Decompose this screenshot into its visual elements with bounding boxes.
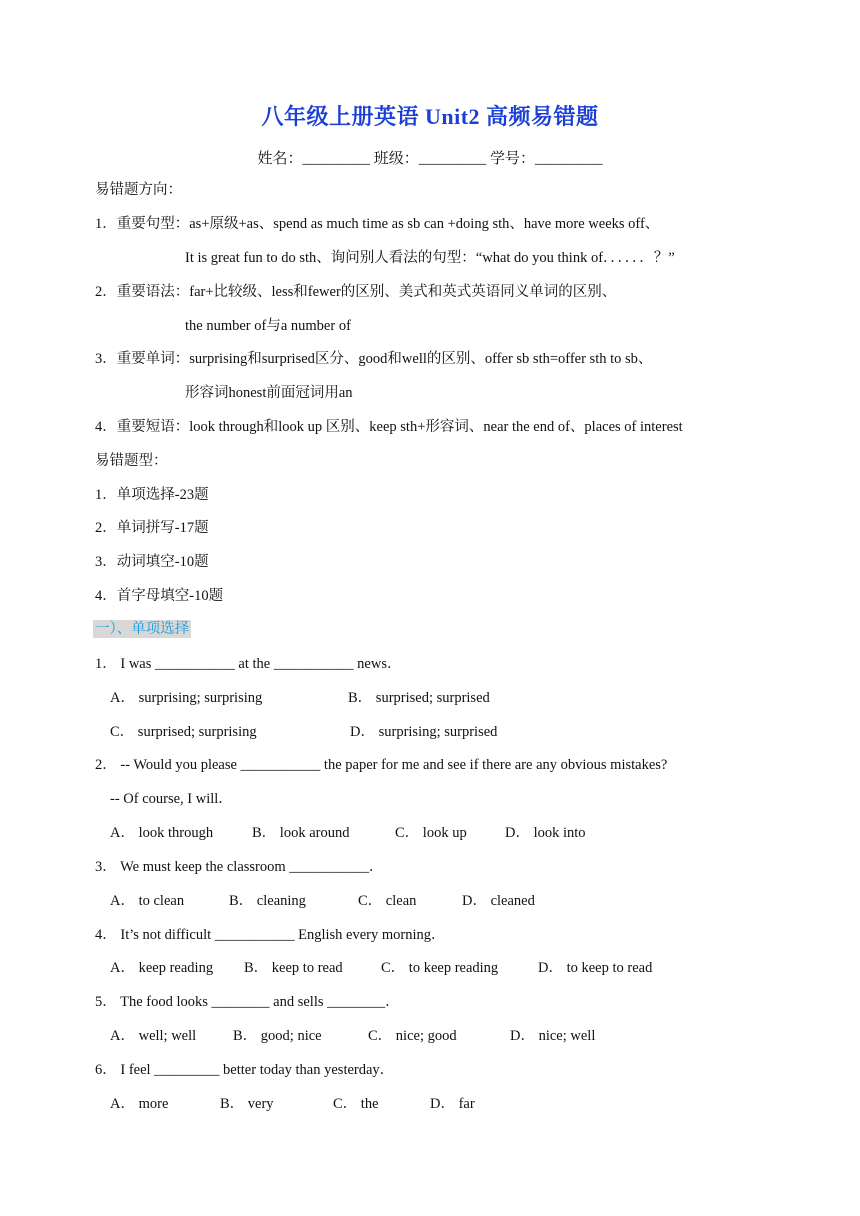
question-5-option-c: C． nice; good [368, 1028, 457, 1044]
question-3-option-b: B． cleaning [229, 893, 306, 909]
type-item-4: 4．首字母填空-10题 [95, 588, 224, 604]
question-1-option-a: A． surprising; surprising [110, 690, 263, 706]
question-5-stem: 5． The food looks ________ and sells ________． [95, 994, 400, 1010]
direction-item-2-cont: the number of与a number of [185, 318, 351, 334]
section-title-label: 一）、单项选择 [95, 621, 190, 637]
question-3-option-a: A． to clean [110, 893, 185, 909]
question-5-option-b: B． good; nice [233, 1028, 322, 1044]
question-1-option-c: C． surprised; surprising [110, 724, 257, 740]
question-1-option-b: B． surprised; surprised [348, 690, 490, 706]
question-4-option-b: B． keep to read [244, 960, 343, 976]
question-2-option-b: B． look around [252, 825, 350, 841]
type-item-3: 3．动词填空-10题 [95, 554, 209, 570]
question-4-option-d: D． to keep to read [538, 960, 653, 976]
question-3-option-c: C． clean [358, 893, 417, 909]
direction-item-2: 2．重要语法：far+比较级、less和fewer的区别、美式和英式英语同义单词的区别、 [95, 284, 617, 300]
type-item-1: 1．单项选择-23题 [95, 487, 209, 503]
question-5-option-a: A． well; well [110, 1028, 197, 1044]
question-2-extra: -- Of course, I will． [110, 791, 233, 807]
question-2-option-d: D． look into [505, 825, 586, 841]
question-3-stem: 3． We must keep the classroom ___________． [95, 859, 384, 875]
direction-item-1: 1．重要句型：as+原级+as、spend as much time as sb can +doing sth、have more weeks off、 [95, 216, 660, 232]
types-heading: 易错题型： [95, 453, 168, 469]
question-4-stem: 4． It’s not difficult ___________ English every morning． [95, 927, 446, 943]
question-4-option-c: C． to keep reading [381, 960, 499, 976]
direction-item-3: 3．重要单词：surprising和surprised区分、good和well的区别、offer sb sth=offer sth to sb、 [95, 351, 653, 367]
question-6-option-c: C． the [333, 1096, 379, 1112]
direction-heading: 易错题方向： [95, 182, 182, 198]
type-item-2: 2．单词拼写-17题 [95, 520, 209, 536]
question-5-option-d: D． nice; well [510, 1028, 596, 1044]
direction-item-4: 4．重要短语：look through和look up 区别、keep sth+形容词、near the end of、places of interest [95, 419, 683, 435]
direction-item-1-cont: It is great fun to do sth、询问别人看法的句型：“what do you think of．．．．．．？” [185, 250, 675, 266]
question-4-option-a: A． keep reading [110, 960, 214, 976]
student-info-line: 姓名：_________ 班级：_________ 学号：_________ [257, 151, 603, 167]
question-6-option-a: A． more [110, 1096, 169, 1112]
section-title [93, 620, 191, 638]
question-3-option-d: D． cleaned [462, 893, 535, 909]
question-1-stem: 1． I was ___________ at the ___________ news． [95, 656, 402, 672]
question-1-option-d: D． surprising; surprised [350, 724, 498, 740]
direction-item-3-cont: 形容词honest前面冠词用an [185, 385, 353, 401]
question-2-option-c: C． look up [395, 825, 467, 841]
question-2-stem: 2． -- Would you please ___________ the paper for me and see if there are any obvious mistakes? [95, 757, 668, 773]
question-2-option-a: A． look through [110, 825, 214, 841]
question-6-option-b: B． very [220, 1096, 274, 1112]
question-6-stem: 6． I feel _________ better today than yesterday． [95, 1062, 395, 1078]
document-title: 八年级上册英语 Unit2 高频易错题 [261, 104, 599, 129]
question-6-option-d: D． far [430, 1096, 475, 1112]
